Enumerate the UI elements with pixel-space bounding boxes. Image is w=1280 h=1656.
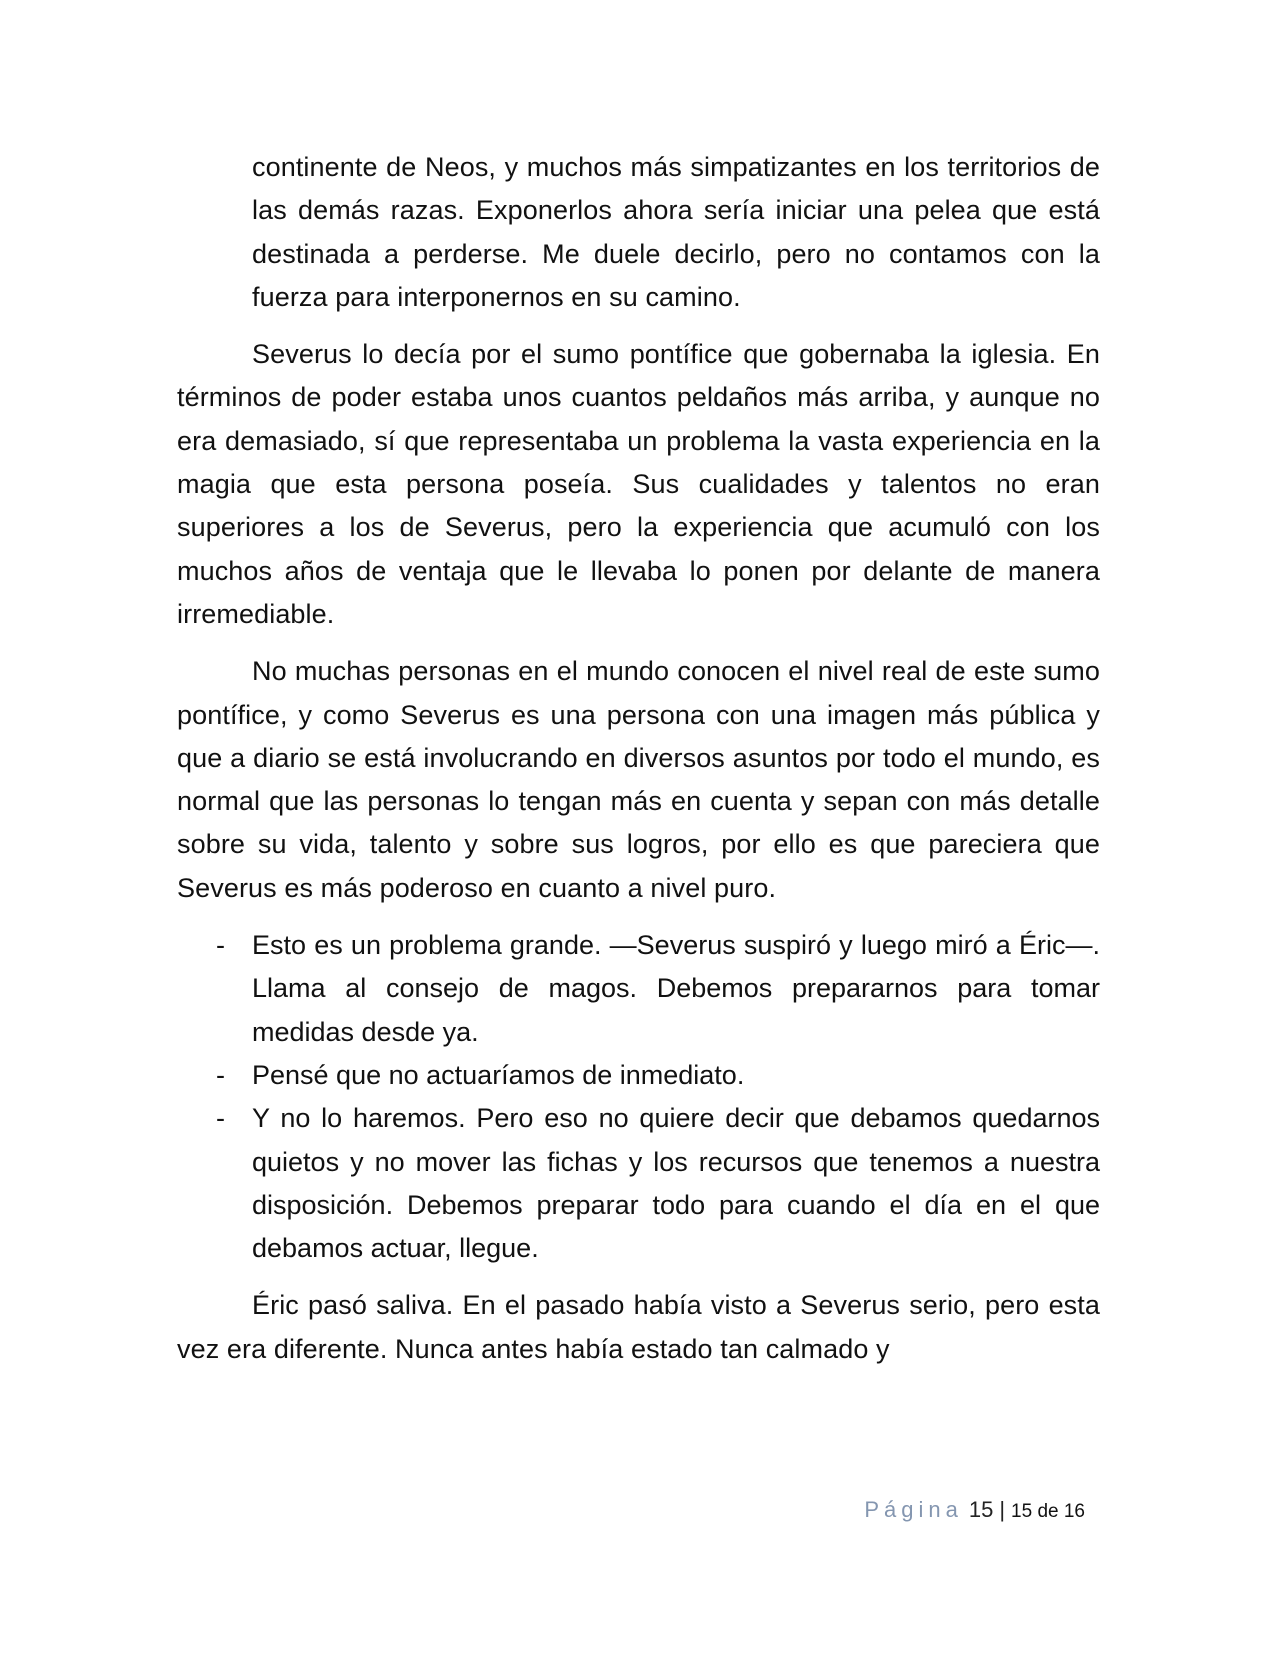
- page-label: Página: [864, 1497, 963, 1522]
- dash-marker: -: [216, 1103, 225, 1134]
- paragraph-closing: Éric pasó saliva. En el pasado había visto a Severus serio, pero esta vez era diferente. Nunca antes había estado tan calmado y: [177, 1290, 1100, 1364]
- footer-separator: |: [999, 1497, 1006, 1522]
- page-number: 15: [968, 1497, 994, 1522]
- paragraph-quote-continuation: continente de Neos, y muchos más simpatizantes en los territorios de las demás razas. Exponerlos ahora sería iniciar una pelea que está destinada a perderse. Me duele decirlo, pero no contamos con la fuerza para interponernos en su camino.: [252, 152, 1100, 312]
- dash-marker: -: [216, 930, 225, 961]
- dialogue-text: Esto es un problema grande. —Severus suspiró y luego miró a Éric—. Llama al consejo de magos. Debemos prepararnos para tomar medidas desde ya.: [252, 930, 1100, 1047]
- dialogue-line: [177, 1054, 1100, 1097]
- paragraph-public-image: No muchas personas en el mundo conocen el nivel real de este sumo pontífice, y como Severus es una persona con una imagen más pública y que a diario se está involucrando en diversos asuntos por todo el mundo, es normal que las personas lo tengan más en cuenta y sepan con más detalle sobre su vida, talento y sobre sus logros, por ello es que pareciera que Severus es más poderoso en cuanto a nivel puro.: [177, 656, 1100, 903]
- dash-marker: -: [216, 1059, 225, 1090]
- dialogue-line: [177, 924, 1100, 1054]
- page-footer: [0, 1497, 1085, 1523]
- dialogue-text: Y no lo haremos. Pero eso no quiere decir que debamos quedarnos quietos y no mover las fichas y los recursos que tenemos a nuestra disposición. Debemos preparar todo para cuando el día en el que debamos actuar, llegue.: [252, 1103, 1100, 1264]
- dialogue-line: [177, 1097, 1100, 1270]
- dialogue-list: [177, 924, 1100, 1270]
- dialogue-text: Pensé que no actuaríamos de inmediato.: [252, 1059, 745, 1090]
- text-column: [177, 146, 1100, 1371]
- page-of-total: 15 de 16: [1011, 1501, 1085, 1522]
- paragraph-pontiff: Severus lo decía por el sumo pontífice que gobernaba la iglesia. En términos de poder estaba unos cuantos peldaños más arriba, y aunque no era demasiado, sí que representaba un problema la vasta experiencia en la magia que esta persona poseía. Sus cualidades y talentos no eran superiores a los de Severus, pero la experiencia que acumuló con los muchos años de ventaja que le llevaba lo ponen por delante de manera irremediable.: [177, 339, 1100, 629]
